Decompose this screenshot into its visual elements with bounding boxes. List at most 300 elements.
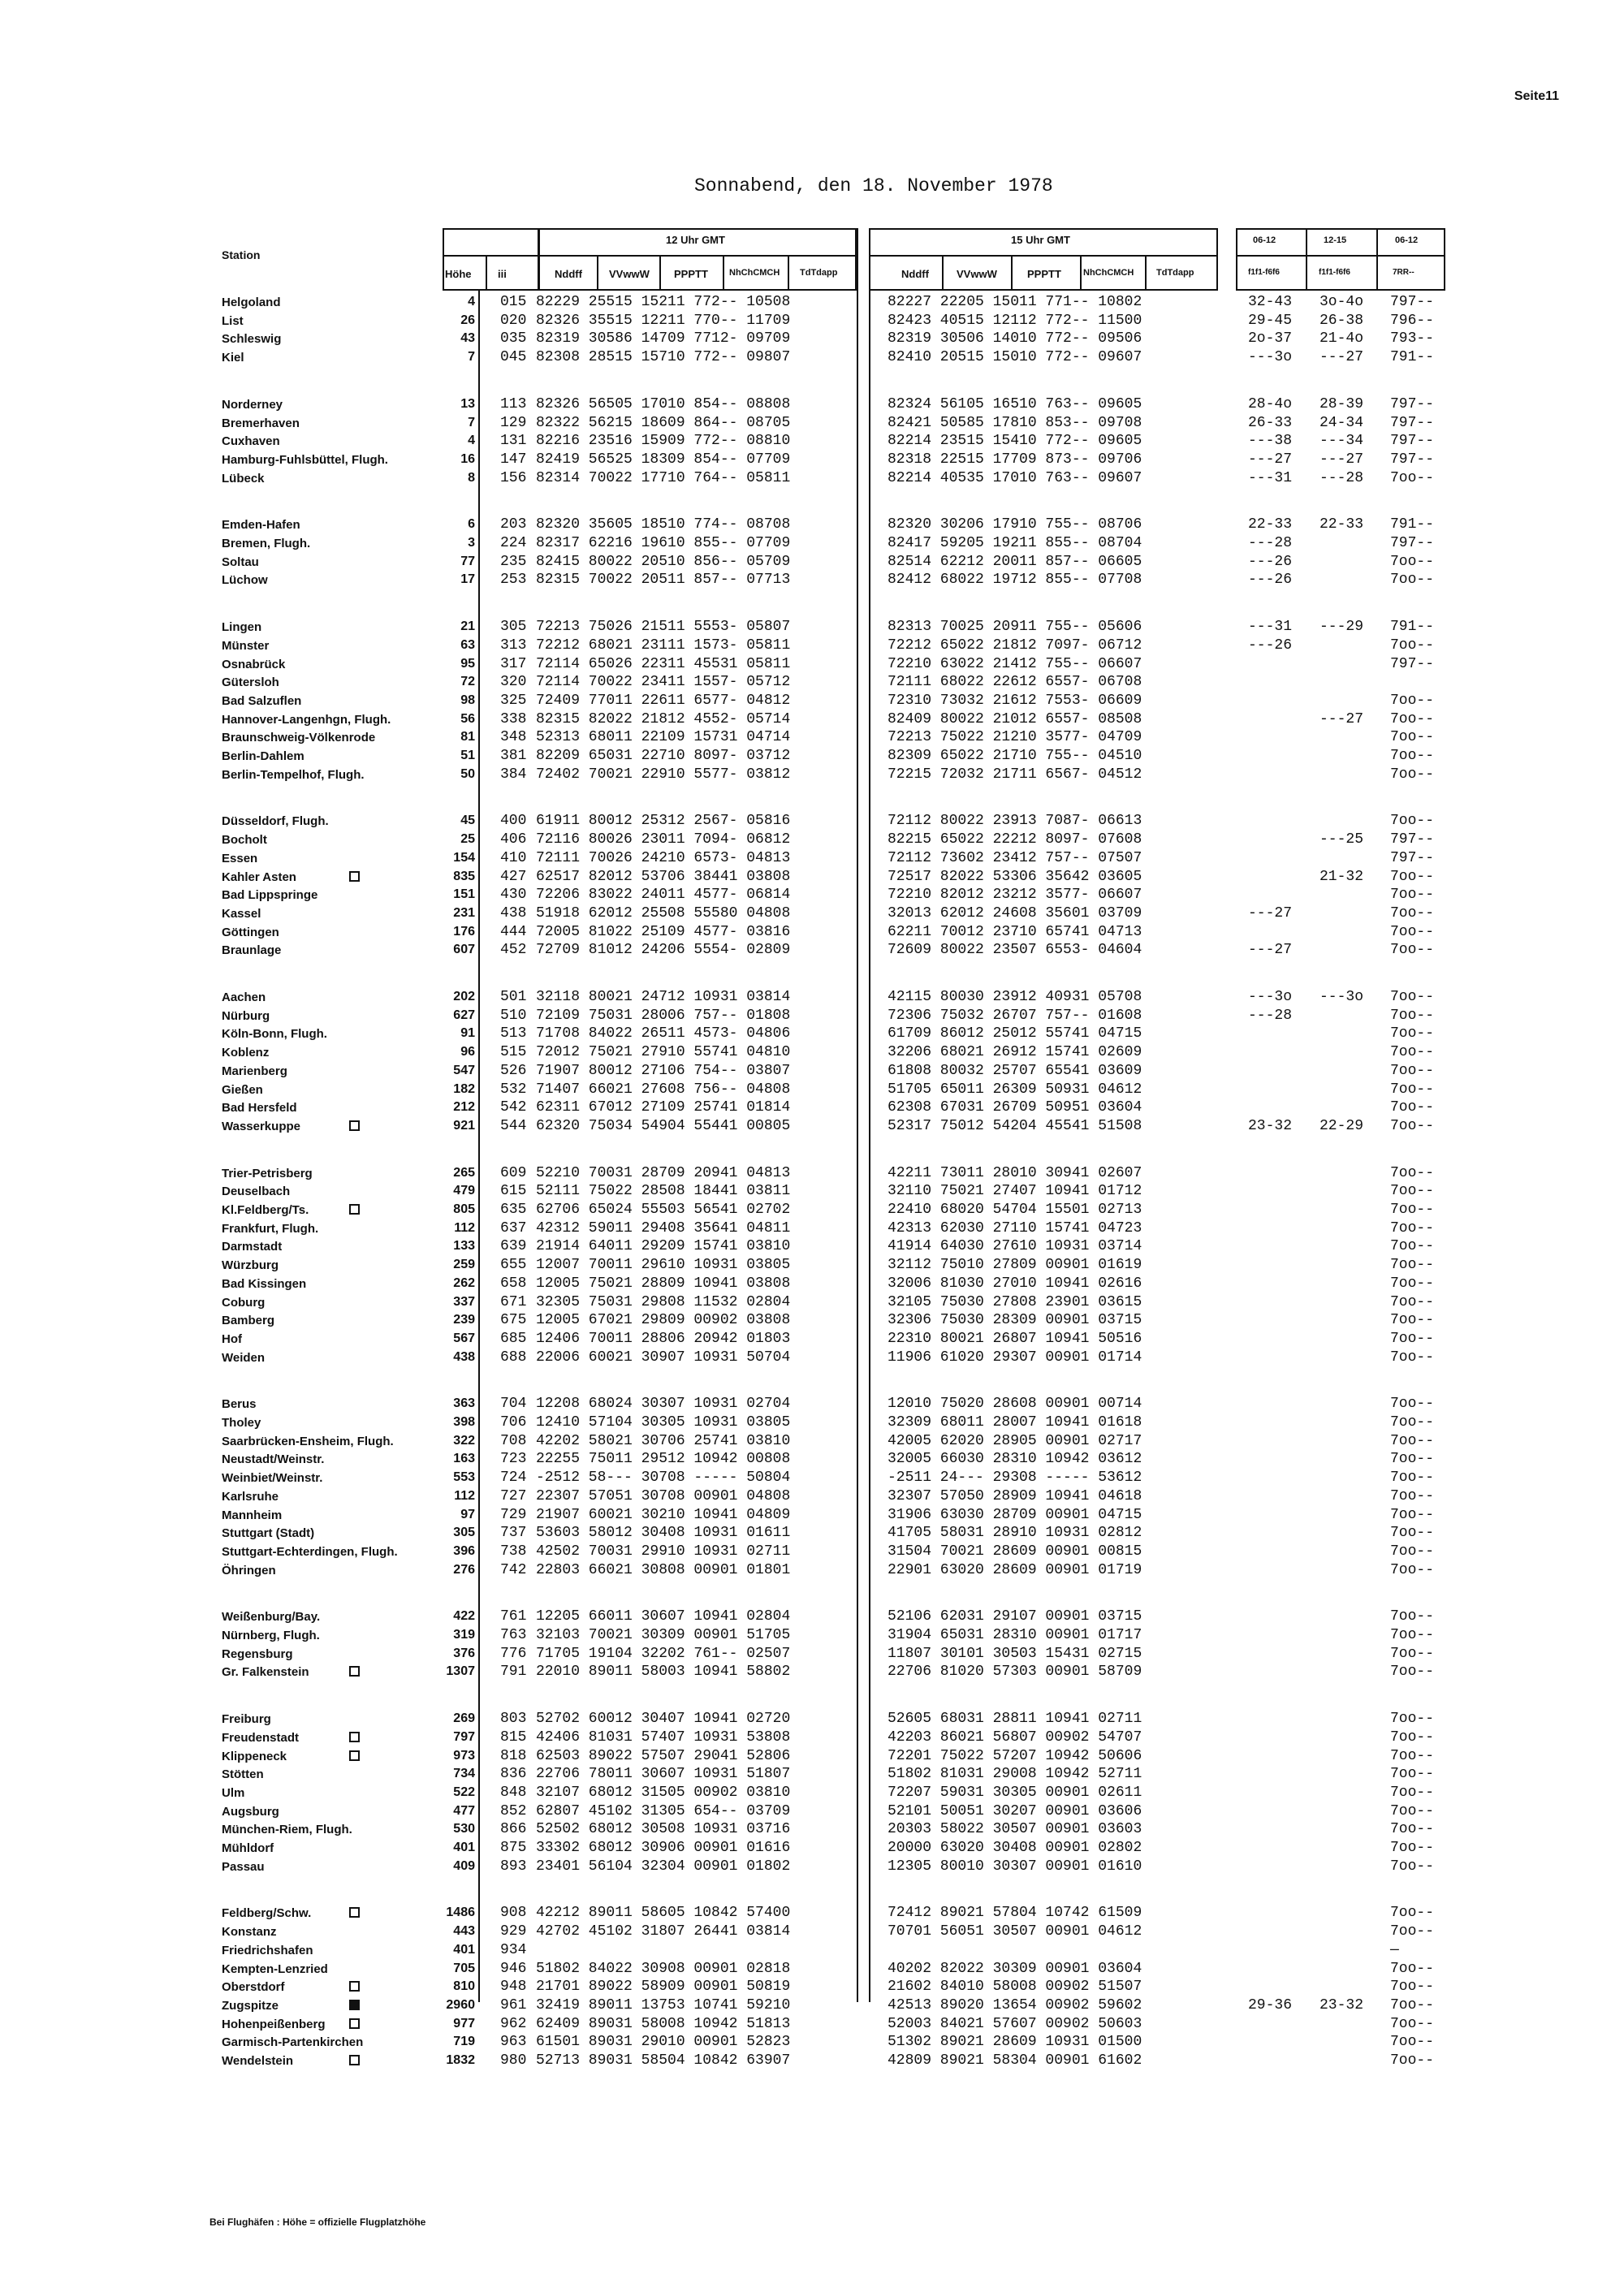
header-station-label: Station xyxy=(222,248,261,261)
station-height: 262 xyxy=(453,1275,475,1290)
obs-15-utc: 32309 68011 28007 10941 01618 xyxy=(888,1414,1142,1431)
station-name: Darmstadt xyxy=(222,1240,283,1254)
station-name: Stuttgart-Echterdingen, Flugh. xyxy=(222,1544,398,1559)
header-divider xyxy=(1011,255,1013,291)
station-height: 719 xyxy=(453,2035,475,2049)
extreme-06-12: ---26 xyxy=(1248,572,1293,589)
precip-06-12: 7oo-- xyxy=(1390,1487,1435,1504)
precip-06-12: 7oo-- xyxy=(1390,989,1435,1005)
precip-06-12: 7oo-- xyxy=(1390,1044,1435,1061)
obs-15-utc: 82215 65022 22212 8097- 07608 xyxy=(888,831,1142,848)
obs-15-utc: 42211 73011 28010 30941 02607 xyxy=(888,1164,1142,1181)
extreme-12-15: 24-34 xyxy=(1320,414,1364,431)
station-index: 129 xyxy=(500,414,527,431)
obs-15-utc: 62308 67031 26709 50951 03604 xyxy=(888,1099,1142,1116)
obs-15-utc: 82309 65022 21710 755-- 04510 xyxy=(888,748,1142,764)
station-index: 658 xyxy=(500,1275,527,1292)
obs-15-utc: 82313 70025 20911 755-- 05606 xyxy=(888,619,1142,636)
precip-06-12: 791-- xyxy=(1390,619,1435,636)
station-row xyxy=(0,1044,1624,1062)
precip-06-12: 7oo-- xyxy=(1390,469,1435,486)
obs-15-utc: 72306 75032 26707 757-- 01608 xyxy=(888,1007,1142,1024)
station-row xyxy=(0,1396,1624,1413)
obs-12-utc: 33302 68012 30906 00901 01616 xyxy=(536,1840,791,1856)
obs-12-utc: 21701 89022 58909 00901 50819 xyxy=(536,1979,791,1996)
station-index: 761 xyxy=(500,1608,527,1625)
station-height: 921 xyxy=(453,1118,475,1133)
station-row xyxy=(0,572,1624,589)
station-name: Wendelstein xyxy=(222,2054,294,2068)
obs-15-utc: 51802 81031 29008 10942 52711 xyxy=(888,1766,1142,1783)
obs-12-utc: 62503 89022 57507 29041 52806 xyxy=(536,1747,791,1764)
obs-15-utc: 21602 84010 58008 00902 51507 xyxy=(888,1979,1142,1996)
station-name: Passau xyxy=(222,1859,265,1874)
station-row xyxy=(0,1275,1624,1293)
precip-06-12: 7oo-- xyxy=(1390,1164,1435,1181)
station-index: 708 xyxy=(500,1432,527,1449)
station-name: Bad Kissingen xyxy=(222,1276,307,1291)
station-name: Hamburg-Fuhlsbüttel, Flugh. xyxy=(222,452,388,467)
header-divider xyxy=(1080,255,1082,291)
station-row xyxy=(0,656,1624,674)
extreme-12-15: 26-38 xyxy=(1320,312,1364,329)
precip-06-12: 7oo-- xyxy=(1390,1784,1435,1801)
station-index: 224 xyxy=(500,535,527,551)
precip-06-12: 7oo-- xyxy=(1390,887,1435,904)
header-divider xyxy=(723,255,724,291)
obs-15-utc: 82227 22205 15011 771-- 10802 xyxy=(888,294,1142,310)
station-row xyxy=(0,1785,1624,1802)
station-row xyxy=(0,1238,1624,1256)
station-height: 705 xyxy=(453,1961,475,1975)
station-row xyxy=(0,1997,1624,2015)
obs-15-utc: 32105 75030 27808 23901 03615 xyxy=(888,1293,1142,1310)
station-row xyxy=(0,1942,1624,1960)
obs-12-utc: 12208 68024 30307 10931 02704 xyxy=(536,1396,791,1413)
obs-15-utc: 12010 75020 28608 00901 00714 xyxy=(888,1396,1142,1413)
obs-15-utc: 20000 63020 30408 00901 02802 xyxy=(888,1840,1142,1856)
station-height: 112 xyxy=(454,1220,475,1235)
header-12-box xyxy=(443,228,857,291)
obs-15-utc: 51302 89021 28609 10931 01500 xyxy=(888,2034,1142,2051)
obs-15-utc: 42115 80030 23912 40931 05708 xyxy=(888,989,1142,1005)
mountain-station-marker-icon xyxy=(349,1120,360,1131)
header-15-col2: VVwwW xyxy=(957,268,997,280)
header-hline-15 xyxy=(869,255,1218,257)
station-index: 980 xyxy=(500,2052,527,2069)
obs-15-utc: 72201 75022 57207 10942 50606 xyxy=(888,1747,1142,1764)
obs-15-utc: 72412 89021 57804 10742 61509 xyxy=(888,1905,1142,1922)
page-title: Sonnabend, den 18. November 1978 xyxy=(694,175,1053,196)
station-row xyxy=(0,1470,1624,1487)
station-index: 320 xyxy=(500,674,527,691)
station-height: 398 xyxy=(453,1415,475,1429)
station-name: Hof xyxy=(222,1331,242,1346)
header-15-col1: Nddff xyxy=(901,268,929,280)
station-height: 77 xyxy=(460,554,475,568)
station-index: 325 xyxy=(500,692,527,709)
precip-06-12: 7oo-- xyxy=(1390,1728,1435,1746)
station-height: 376 xyxy=(453,1646,475,1660)
station-name: Coburg xyxy=(222,1295,266,1310)
precip-06-12: 797-- xyxy=(1390,294,1435,310)
precip-06-12: 797-- xyxy=(1390,414,1435,431)
station-height: 97 xyxy=(460,1507,475,1521)
station-name: Nürnberg, Flugh. xyxy=(222,1629,320,1642)
extreme-12-15: ---3o xyxy=(1320,989,1364,1005)
station-name: Emden-Hafen xyxy=(222,518,300,533)
precip-06-12: 7oo-- xyxy=(1390,2015,1435,2032)
obs-12-utc: 62311 67012 27109 25741 01814 xyxy=(536,1099,791,1116)
station-index: 908 xyxy=(500,1905,527,1922)
precip-06-12: 7oo-- xyxy=(1390,942,1435,959)
header-divider xyxy=(597,255,598,291)
station-row xyxy=(0,711,1624,729)
extreme-06-12: 2o-37 xyxy=(1248,330,1293,347)
station-height: 1307 xyxy=(446,1664,475,1679)
extreme-12-15: 23-32 xyxy=(1320,1996,1364,2013)
obs-12-utc: 62706 65024 55503 56541 02702 xyxy=(536,1202,791,1218)
obs-12-utc: 42502 70031 29910 10931 02711 xyxy=(536,1543,791,1560)
obs-12-utc: 12007 70011 29610 10931 03805 xyxy=(536,1257,791,1274)
station-name: Koblenz xyxy=(222,1046,270,1060)
station-index: 515 xyxy=(500,1044,527,1061)
station-row xyxy=(0,1664,1624,1681)
precip-06-12: 7oo-- xyxy=(1390,868,1435,885)
station-height: 43 xyxy=(460,331,475,346)
station-height: 835 xyxy=(453,869,475,883)
obs-15-utc: 42809 89021 58304 00901 61602 xyxy=(888,2052,1142,2069)
header-12-col1: Nddff xyxy=(555,268,582,280)
obs-15-utc: 32306 75030 28309 00901 03715 xyxy=(888,1312,1142,1329)
precip-06-12: 7oo-- xyxy=(1390,1960,1435,1977)
extreme-12-15: 21-4o xyxy=(1320,330,1364,347)
mountain-station-marker-icon xyxy=(349,1981,360,1992)
station-name: Aachen xyxy=(222,990,266,1004)
obs-15-utc: 82318 22515 17709 873-- 09706 xyxy=(888,451,1142,468)
station-height: 182 xyxy=(453,1081,475,1096)
header-right-sub3: 7RR-- xyxy=(1393,268,1415,277)
station-row xyxy=(0,924,1624,942)
station-height: 422 xyxy=(453,1609,475,1624)
station-name: Ulm xyxy=(222,1785,245,1800)
precip-06-12: 7oo-- xyxy=(1390,1330,1435,1347)
precip-06-12: 7oo-- xyxy=(1390,637,1435,654)
station-name: Kahler Asten xyxy=(222,870,296,884)
extreme-12-15: ---29 xyxy=(1320,619,1364,636)
extreme-12-15: ---34 xyxy=(1320,433,1364,450)
station-height: 45 xyxy=(460,814,475,828)
header-hline-right xyxy=(1236,255,1445,257)
precip-06-12: 7oo-- xyxy=(1390,1923,1435,1940)
station-name: Nürburg xyxy=(222,1008,270,1023)
extreme-06-12: ---3o xyxy=(1248,989,1293,1005)
station-row xyxy=(0,1063,1624,1081)
obs-12-utc: 71708 84022 26511 4573- 04806 xyxy=(536,1025,791,1042)
obs-12-utc: 52713 89031 58504 10842 63907 xyxy=(536,2052,791,2069)
station-name: Zugspitze xyxy=(222,1998,279,2013)
obs-15-utc: 52317 75012 54204 45541 51508 xyxy=(888,1117,1142,1134)
station-index: 962 xyxy=(500,2015,527,2032)
mountain-station-marker-icon xyxy=(349,1732,360,1742)
station-name: Bad Lippspringe xyxy=(222,888,318,903)
obs-15-utc: 72215 72032 21711 6567- 04512 xyxy=(888,766,1142,783)
station-index: 675 xyxy=(500,1312,527,1329)
obs-12-utc: 72005 81022 25109 4577- 03816 xyxy=(536,923,791,940)
station-index: 727 xyxy=(500,1487,527,1504)
obs-15-utc: 32013 62012 24608 35601 03709 xyxy=(888,904,1142,921)
station-name: Hannover-Langenhgn, Flugh. xyxy=(222,712,391,727)
station-height: 567 xyxy=(453,1331,475,1345)
station-name: Braunschweig-Völkenrode xyxy=(222,731,376,745)
station-index: 934 xyxy=(500,1941,527,1958)
station-row xyxy=(0,1488,1624,1506)
station-height: 133 xyxy=(453,1239,475,1254)
header-15-col5: TdTdapp xyxy=(1156,268,1194,278)
obs-12-utc: 82320 35605 18510 774-- 08708 xyxy=(536,516,791,533)
extreme-06-12: ---28 xyxy=(1248,535,1293,551)
header-12-col3: PPPTT xyxy=(674,268,708,280)
obs-12-utc: 22255 75011 29512 10942 00808 xyxy=(536,1451,791,1468)
obs-15-utc: 32006 81030 27010 10941 02616 xyxy=(888,1275,1142,1292)
obs-12-utc: 32305 75031 29808 11532 02804 xyxy=(536,1293,791,1310)
station-height: 547 xyxy=(453,1063,475,1077)
station-index: 609 xyxy=(500,1164,527,1181)
precip-06-12: 7oo-- xyxy=(1390,1996,1435,2013)
station-name: Öhringen xyxy=(222,1563,276,1577)
station-name: Trier-Petrisberg xyxy=(222,1166,313,1180)
station-row xyxy=(0,1525,1624,1543)
station-index: 685 xyxy=(500,1330,527,1347)
station-height: 81 xyxy=(460,730,475,744)
obs-12-utc: 21907 60021 30210 10941 04809 xyxy=(536,1506,791,1523)
station-height: 176 xyxy=(453,924,475,939)
station-row xyxy=(0,1349,1624,1367)
station-name: Regensburg xyxy=(222,1646,293,1661)
station-name: Essen xyxy=(222,851,258,865)
extreme-12-15: 21-32 xyxy=(1320,868,1364,885)
station-row xyxy=(0,674,1624,692)
obs-15-utc: 22310 80021 26807 10941 50516 xyxy=(888,1330,1142,1347)
station-row xyxy=(0,1961,1624,1979)
station-row xyxy=(0,554,1624,572)
obs-12-utc: 62409 89031 58008 10942 51813 xyxy=(536,2015,791,2032)
obs-12-utc: 12005 67021 29809 00902 03808 xyxy=(536,1312,791,1329)
obs-12-utc: 12406 70011 28806 20942 01803 xyxy=(536,1330,791,1347)
header-divider xyxy=(659,255,661,291)
station-row xyxy=(0,1202,1624,1219)
mountain-station-marker-icon xyxy=(349,871,360,882)
station-index: 963 xyxy=(500,2034,527,2051)
station-row xyxy=(0,535,1624,553)
header-hline-12 xyxy=(443,255,857,257)
station-name: Augsburg xyxy=(222,1804,279,1819)
extreme-06-12: 29-36 xyxy=(1248,1996,1293,2013)
station-name: Göttingen xyxy=(222,925,279,939)
extreme-06-12: 26-33 xyxy=(1248,414,1293,431)
station-name: Gr. Falkenstein xyxy=(222,1665,309,1680)
station-index: 400 xyxy=(500,813,527,830)
station-index: 513 xyxy=(500,1025,527,1042)
station-row xyxy=(0,1979,1624,1996)
station-row xyxy=(0,1414,1624,1432)
station-row xyxy=(0,2016,1624,2034)
station-height: 522 xyxy=(453,1785,475,1799)
station-row xyxy=(0,619,1624,637)
precip-06-12: 7oo-- xyxy=(1390,1219,1435,1236)
station-row xyxy=(0,729,1624,747)
mountain-station-marker-icon xyxy=(349,1907,360,1918)
precip-06-12: 7oo-- xyxy=(1390,1293,1435,1310)
station-index: 427 xyxy=(500,868,527,885)
station-index: 406 xyxy=(500,831,527,848)
obs-12-utc: 22706 78011 30607 10931 51807 xyxy=(536,1766,791,1783)
obs-15-utc: -2511 24--- 29308 ----- 53612 xyxy=(888,1470,1142,1487)
obs-15-utc: 51705 65011 26309 50931 04612 xyxy=(888,1081,1142,1098)
station-name: Schleswig xyxy=(222,332,282,347)
obs-12-utc: 71705 19104 32202 761-- 02507 xyxy=(536,1645,791,1662)
extreme-12-15: 22-29 xyxy=(1320,1117,1364,1134)
precip-06-12: 7oo-- xyxy=(1390,766,1435,783)
station-height: 977 xyxy=(453,2016,475,2031)
station-height: 17 xyxy=(460,572,475,587)
precip-06-12: 791-- xyxy=(1390,349,1435,366)
station-index: 203 xyxy=(500,516,527,533)
column-rule-hoehe xyxy=(478,291,480,2002)
station-index: 015 xyxy=(500,294,527,310)
station-height: 2960 xyxy=(446,1997,475,2012)
obs-12-utc: 62807 45102 31305 654-- 03709 xyxy=(536,1802,791,1819)
obs-12-utc: 82216 23516 15909 772-- 08810 xyxy=(536,433,791,450)
station-row xyxy=(0,1331,1624,1349)
station-index: 929 xyxy=(500,1923,527,1940)
precip-06-12: 7oo-- xyxy=(1390,1025,1435,1042)
station-index: 655 xyxy=(500,1257,527,1274)
precip-06-12: 7oo-- xyxy=(1390,1627,1435,1643)
obs-12-utc: 52502 68012 30508 10931 03716 xyxy=(536,1821,791,1838)
station-height: 553 xyxy=(453,1470,475,1485)
obs-12-utc: 82326 56505 17010 854-- 08808 xyxy=(536,395,791,412)
extreme-06-12: ---27 xyxy=(1248,942,1293,959)
precip-06-12: 7oo-- xyxy=(1390,1451,1435,1468)
station-row xyxy=(0,1766,1624,1784)
precip-06-12: 7oo-- xyxy=(1390,1561,1435,1578)
obs-12-utc: 42202 58021 30706 25741 03810 xyxy=(536,1432,791,1449)
obs-15-utc: 22410 68020 54704 15501 02713 xyxy=(888,1202,1142,1218)
obs-15-utc: 72210 82012 23212 3577- 06607 xyxy=(888,887,1142,904)
station-name: Bocholt xyxy=(222,833,267,848)
precip-06-12: 7oo-- xyxy=(1390,1349,1435,1366)
station-name: Neustadt/Weinstr. xyxy=(222,1452,325,1467)
precip-06-12: 7oo-- xyxy=(1390,1414,1435,1431)
obs-15-utc: 42203 86021 56807 00902 54707 xyxy=(888,1728,1142,1746)
station-height: 322 xyxy=(453,1433,475,1448)
station-height: 337 xyxy=(453,1294,475,1309)
station-row xyxy=(0,1099,1624,1117)
obs-15-utc: 31504 70021 28609 00901 00815 xyxy=(888,1543,1142,1560)
obs-15-utc: 82214 23515 15410 772-- 09605 xyxy=(888,433,1142,450)
station-row xyxy=(0,1118,1624,1136)
station-name: Weiden xyxy=(222,1350,266,1365)
obs-12-utc: 22006 60021 30907 10931 50704 xyxy=(536,1349,791,1366)
station-name: Mannheim xyxy=(222,1508,283,1522)
obs-12-utc: 71907 80012 27106 754-- 03807 xyxy=(536,1062,791,1079)
header-12-col5: TdTdapp xyxy=(800,268,838,278)
station-index: 526 xyxy=(500,1062,527,1079)
station-row xyxy=(0,1257,1624,1275)
page-number: Seite11 xyxy=(1514,89,1559,103)
station-row xyxy=(0,1646,1624,1664)
precip-06-12: 7oo-- xyxy=(1390,923,1435,940)
obs-15-utc: 32110 75021 27407 10941 01712 xyxy=(888,1183,1142,1200)
station-height: 305 xyxy=(453,1526,475,1540)
station-name: Marienberg xyxy=(222,1064,287,1078)
station-row xyxy=(0,1312,1624,1330)
station-height: 4 xyxy=(468,295,475,309)
station-height: 7 xyxy=(468,350,475,365)
mountain-station-marker-icon xyxy=(349,2000,360,2010)
station-index: 961 xyxy=(500,1996,527,2013)
station-name: München-Riem, Flugh. xyxy=(222,1823,352,1837)
obs-15-utc: 22706 81020 57303 00901 58709 xyxy=(888,1664,1142,1681)
obs-15-utc: 72212 65022 21812 7097- 06712 xyxy=(888,637,1142,654)
station-height: 438 xyxy=(453,1349,475,1364)
station-height: 95 xyxy=(460,656,475,671)
extreme-06-12: 23-32 xyxy=(1248,1117,1293,1134)
station-height: 112 xyxy=(454,1488,475,1503)
station-index: 113 xyxy=(500,395,527,412)
obs-15-utc: 82214 40535 17010 763-- 09607 xyxy=(888,469,1142,486)
extreme-12-15: 3o-4o xyxy=(1320,294,1364,310)
obs-15-utc: 72111 68022 22612 6557- 06708 xyxy=(888,674,1142,691)
precip-06-12: 7oo-- xyxy=(1390,572,1435,589)
station-index: 338 xyxy=(500,710,527,727)
obs-15-utc: 41914 64030 27610 10931 03714 xyxy=(888,1238,1142,1255)
precip-06-12: — xyxy=(1390,1941,1399,1958)
station-row xyxy=(0,905,1624,923)
obs-12-utc: 42406 81031 57407 10931 53808 xyxy=(536,1728,791,1746)
obs-12-utc: 52210 70031 28709 20941 04813 xyxy=(536,1164,791,1181)
header-15-col3: PPPTT xyxy=(1027,268,1061,280)
station-name: Norderney xyxy=(222,397,283,412)
obs-12-utc: 53603 58012 30408 10931 01611 xyxy=(536,1525,791,1542)
station-height: 4 xyxy=(468,434,475,448)
obs-12-utc: 72212 68021 23111 1573- 05811 xyxy=(536,637,791,654)
precip-06-12: 7oo-- xyxy=(1390,1858,1435,1875)
header-hoehe: Höhe xyxy=(445,268,472,280)
obs-12-utc: 72114 70022 23411 1557- 05712 xyxy=(536,674,791,691)
obs-12-utc: 71407 66021 27608 756-- 04808 xyxy=(536,1081,791,1098)
header-iii: iii xyxy=(498,268,507,280)
obs-12-utc: 82308 28515 15710 772-- 09807 xyxy=(536,349,791,366)
precip-06-12: 7oo-- xyxy=(1390,1711,1435,1728)
obs-12-utc: 82315 82022 21812 4552- 05714 xyxy=(536,710,791,727)
station-row xyxy=(0,1711,1624,1728)
extreme-12-15: ---27 xyxy=(1320,349,1364,366)
station-height: 259 xyxy=(453,1258,475,1272)
obs-12-utc: 62320 75034 54904 55441 00805 xyxy=(536,1117,791,1134)
station-name: Würzburg xyxy=(222,1258,279,1273)
station-index: 723 xyxy=(500,1451,527,1468)
station-index: 742 xyxy=(500,1561,527,1578)
precip-06-12: 7oo-- xyxy=(1390,1007,1435,1024)
extreme-06-12: 22-33 xyxy=(1248,516,1293,533)
obs-15-utc: 52003 84021 57607 00902 50603 xyxy=(888,2015,1142,2032)
station-name: Klippeneck xyxy=(222,1749,287,1763)
obs-12-utc: 82315 70022 20511 857-- 07713 xyxy=(536,572,791,589)
header-divider xyxy=(1376,228,1378,291)
station-height: 401 xyxy=(453,1841,475,1854)
